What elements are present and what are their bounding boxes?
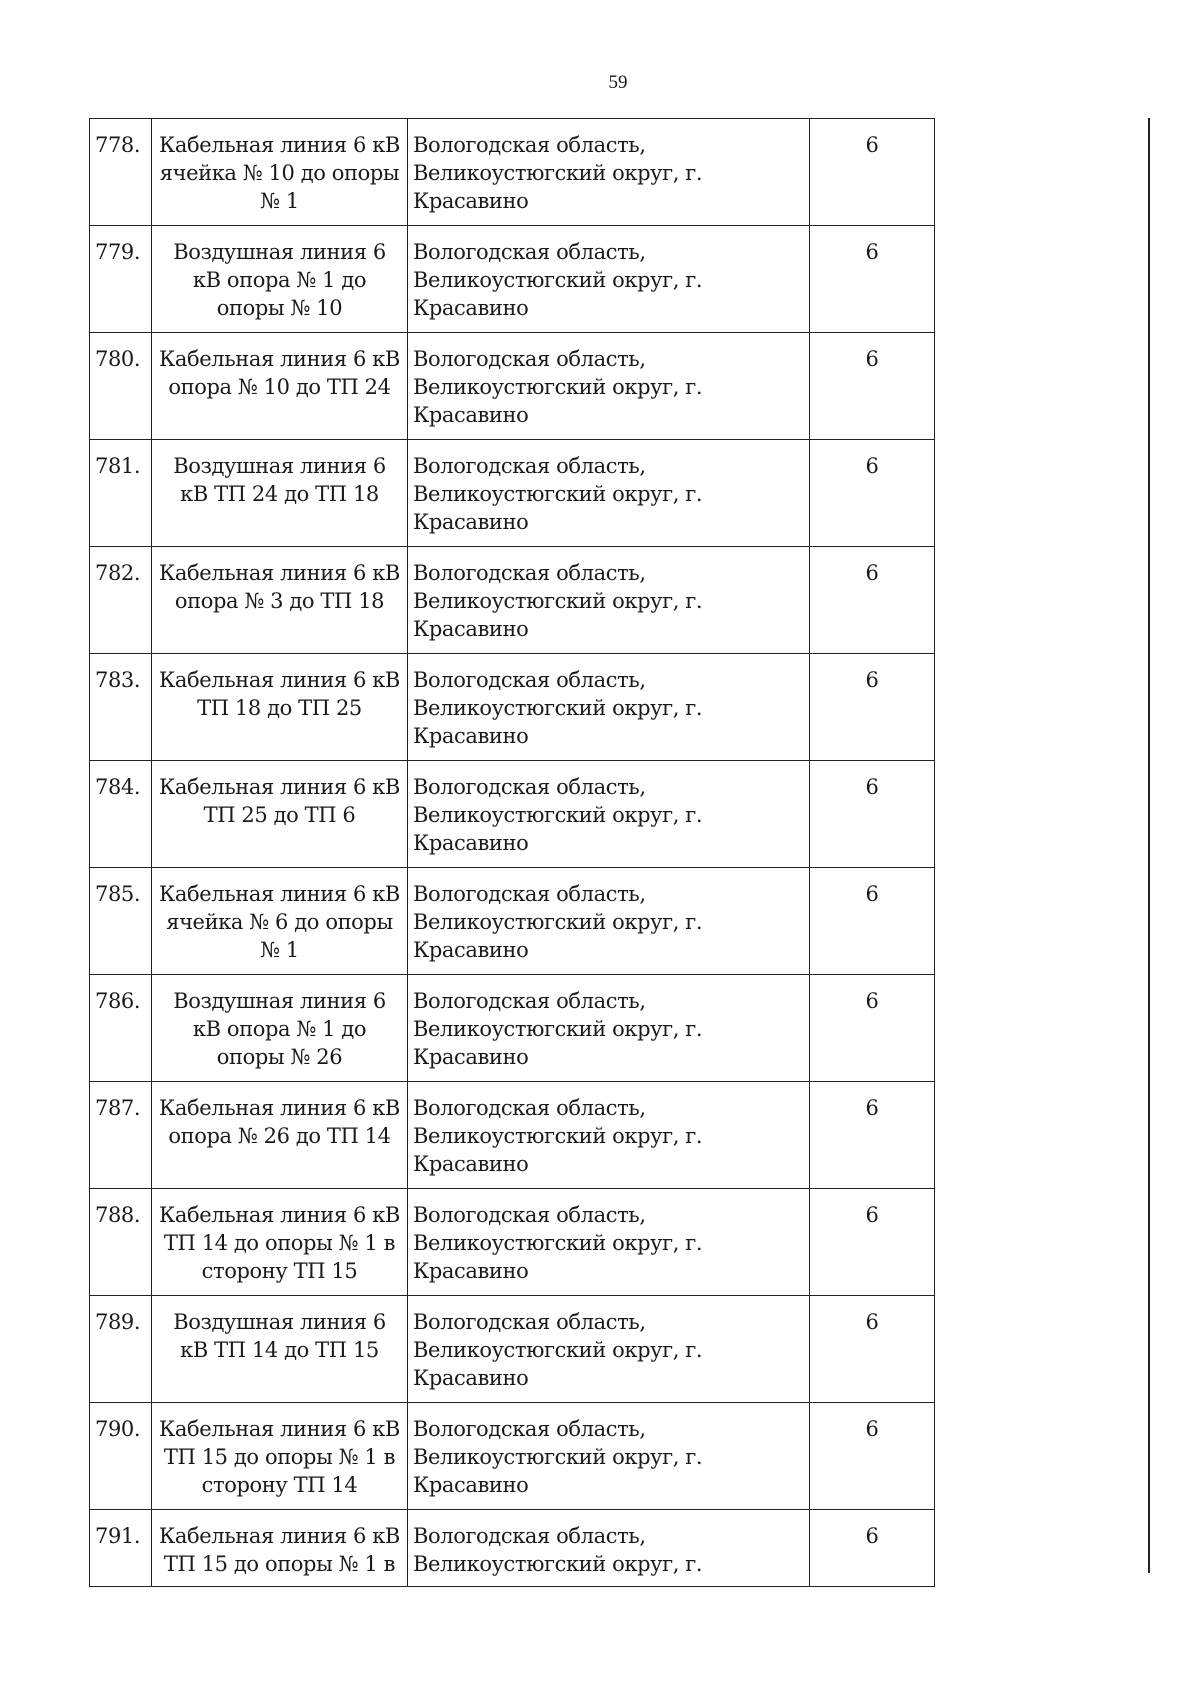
voltage-cell: 6: [810, 1296, 935, 1403]
address-cell: Вологодская область, Великоустюгский округ, г. Красавино: [408, 654, 810, 761]
row-number-cell: 780.: [90, 333, 152, 440]
right-margin-rule: [1148, 118, 1150, 1573]
line-name-cell: Кабельная линия 6 кВ опора № 26 до ТП 14: [152, 1082, 408, 1189]
voltage-cell: 6: [810, 868, 935, 975]
voltage-cell: 6: [810, 226, 935, 333]
table-row: [90, 1189, 935, 1296]
address-cell: Вологодская область, Великоустюгский округ, г. Красавино: [408, 333, 810, 440]
line-name-cell: Кабельная линия 6 кВ ячейка № 10 до опоры № 1: [152, 119, 408, 226]
address-cell: Вологодская область, Великоустюгский округ, г. Красавино: [408, 1189, 810, 1296]
voltage-cell: 6: [810, 333, 935, 440]
voltage-cell: 6: [810, 1189, 935, 1296]
address-cell: Вологодская область, Великоустюгский округ, г. Красавино: [408, 547, 810, 654]
address-cell: Вологодская область, Великоустюгский округ, г. Красавино: [408, 1403, 810, 1510]
table-row: [90, 226, 935, 333]
row-number-cell: 787.: [90, 1082, 152, 1189]
row-number-cell: 784.: [90, 761, 152, 868]
line-name-cell: Воздушная линия 6 кВ ТП 24 до ТП 18: [152, 440, 408, 547]
table-row: [90, 333, 935, 440]
address-cell: Вологодская область, Великоустюгский округ, г. Красавино: [408, 1082, 810, 1189]
row-number-cell: 789.: [90, 1296, 152, 1403]
line-name-cell: Кабельная линия 6 кВ ТП 15 до опоры № 1 в: [152, 1510, 408, 1587]
voltage-cell: 6: [810, 1403, 935, 1510]
register-table: [89, 118, 935, 1587]
voltage-cell: 6: [810, 975, 935, 1082]
row-number-cell: 781.: [90, 440, 152, 547]
table-row: [90, 654, 935, 761]
address-cell: Вологодская область, Великоустюгский округ, г. Красавино: [408, 119, 810, 226]
row-number-cell: 790.: [90, 1403, 152, 1510]
voltage-cell: 6: [810, 547, 935, 654]
voltage-cell: 6: [810, 1082, 935, 1189]
table-row: [90, 868, 935, 975]
voltage-cell: 6: [810, 119, 935, 226]
address-cell: Вологодская область, Великоустюгский округ, г. Красавино: [408, 1296, 810, 1403]
line-name-cell: Кабельная линия 6 кВ ТП 25 до ТП 6: [152, 761, 408, 868]
line-name-cell: Кабельная линия 6 кВ ТП 14 до опоры № 1 в сторону ТП 15: [152, 1189, 408, 1296]
row-number-cell: 779.: [90, 226, 152, 333]
table-row: [90, 119, 935, 226]
row-number-cell: 791.: [90, 1510, 152, 1587]
table-row: [90, 1403, 935, 1510]
row-number-cell: 785.: [90, 868, 152, 975]
table-row: [90, 975, 935, 1082]
row-number-cell: 788.: [90, 1189, 152, 1296]
line-name-cell: Кабельная линия 6 кВ опора № 10 до ТП 24: [152, 333, 408, 440]
table-row: [90, 547, 935, 654]
line-name-cell: Воздушная линия 6 кВ ТП 14 до ТП 15: [152, 1296, 408, 1403]
voltage-cell: 6: [810, 761, 935, 868]
voltage-cell: 6: [810, 440, 935, 547]
line-name-cell: Кабельная линия 6 кВ опора № 3 до ТП 18: [152, 547, 408, 654]
row-number-cell: 783.: [90, 654, 152, 761]
table-row: [90, 761, 935, 868]
row-number-cell: 786.: [90, 975, 152, 1082]
table-row: [90, 1082, 935, 1189]
address-cell: Вологодская область, Великоустюгский округ, г. Красавино: [408, 440, 810, 547]
address-cell: Вологодская область, Великоустюгский округ, г.: [408, 1510, 810, 1587]
line-name-cell: Воздушная линия 6 кВ опора № 1 до опоры № 26: [152, 975, 408, 1082]
table-row: [90, 1296, 935, 1403]
table-row: [90, 440, 935, 547]
line-name-cell: Воздушная линия 6 кВ опора № 1 до опоры № 10: [152, 226, 408, 333]
line-name-cell: Кабельная линия 6 кВ ТП 15 до опоры № 1 в сторону ТП 14: [152, 1403, 408, 1510]
line-name-cell: Кабельная линия 6 кВ ТП 18 до ТП 25: [152, 654, 408, 761]
line-name-cell: Кабельная линия 6 кВ ячейка № 6 до опоры № 1: [152, 868, 408, 975]
row-number-cell: 778.: [90, 119, 152, 226]
voltage-cell: 6: [810, 654, 935, 761]
address-cell: Вологодская область, Великоустюгский округ, г. Красавино: [408, 868, 810, 975]
page-number: 59: [608, 72, 628, 93]
address-cell: Вологодская область, Великоустюгский округ, г. Красавино: [408, 975, 810, 1082]
row-number-cell: 782.: [90, 547, 152, 654]
address-cell: Вологодская область, Великоустюгский округ, г. Красавино: [408, 761, 810, 868]
voltage-cell: 6: [810, 1510, 935, 1587]
register-table-body: [90, 119, 935, 1587]
address-cell: Вологодская область, Великоустюгский округ, г. Красавино: [408, 226, 810, 333]
table-row: [90, 1510, 935, 1587]
